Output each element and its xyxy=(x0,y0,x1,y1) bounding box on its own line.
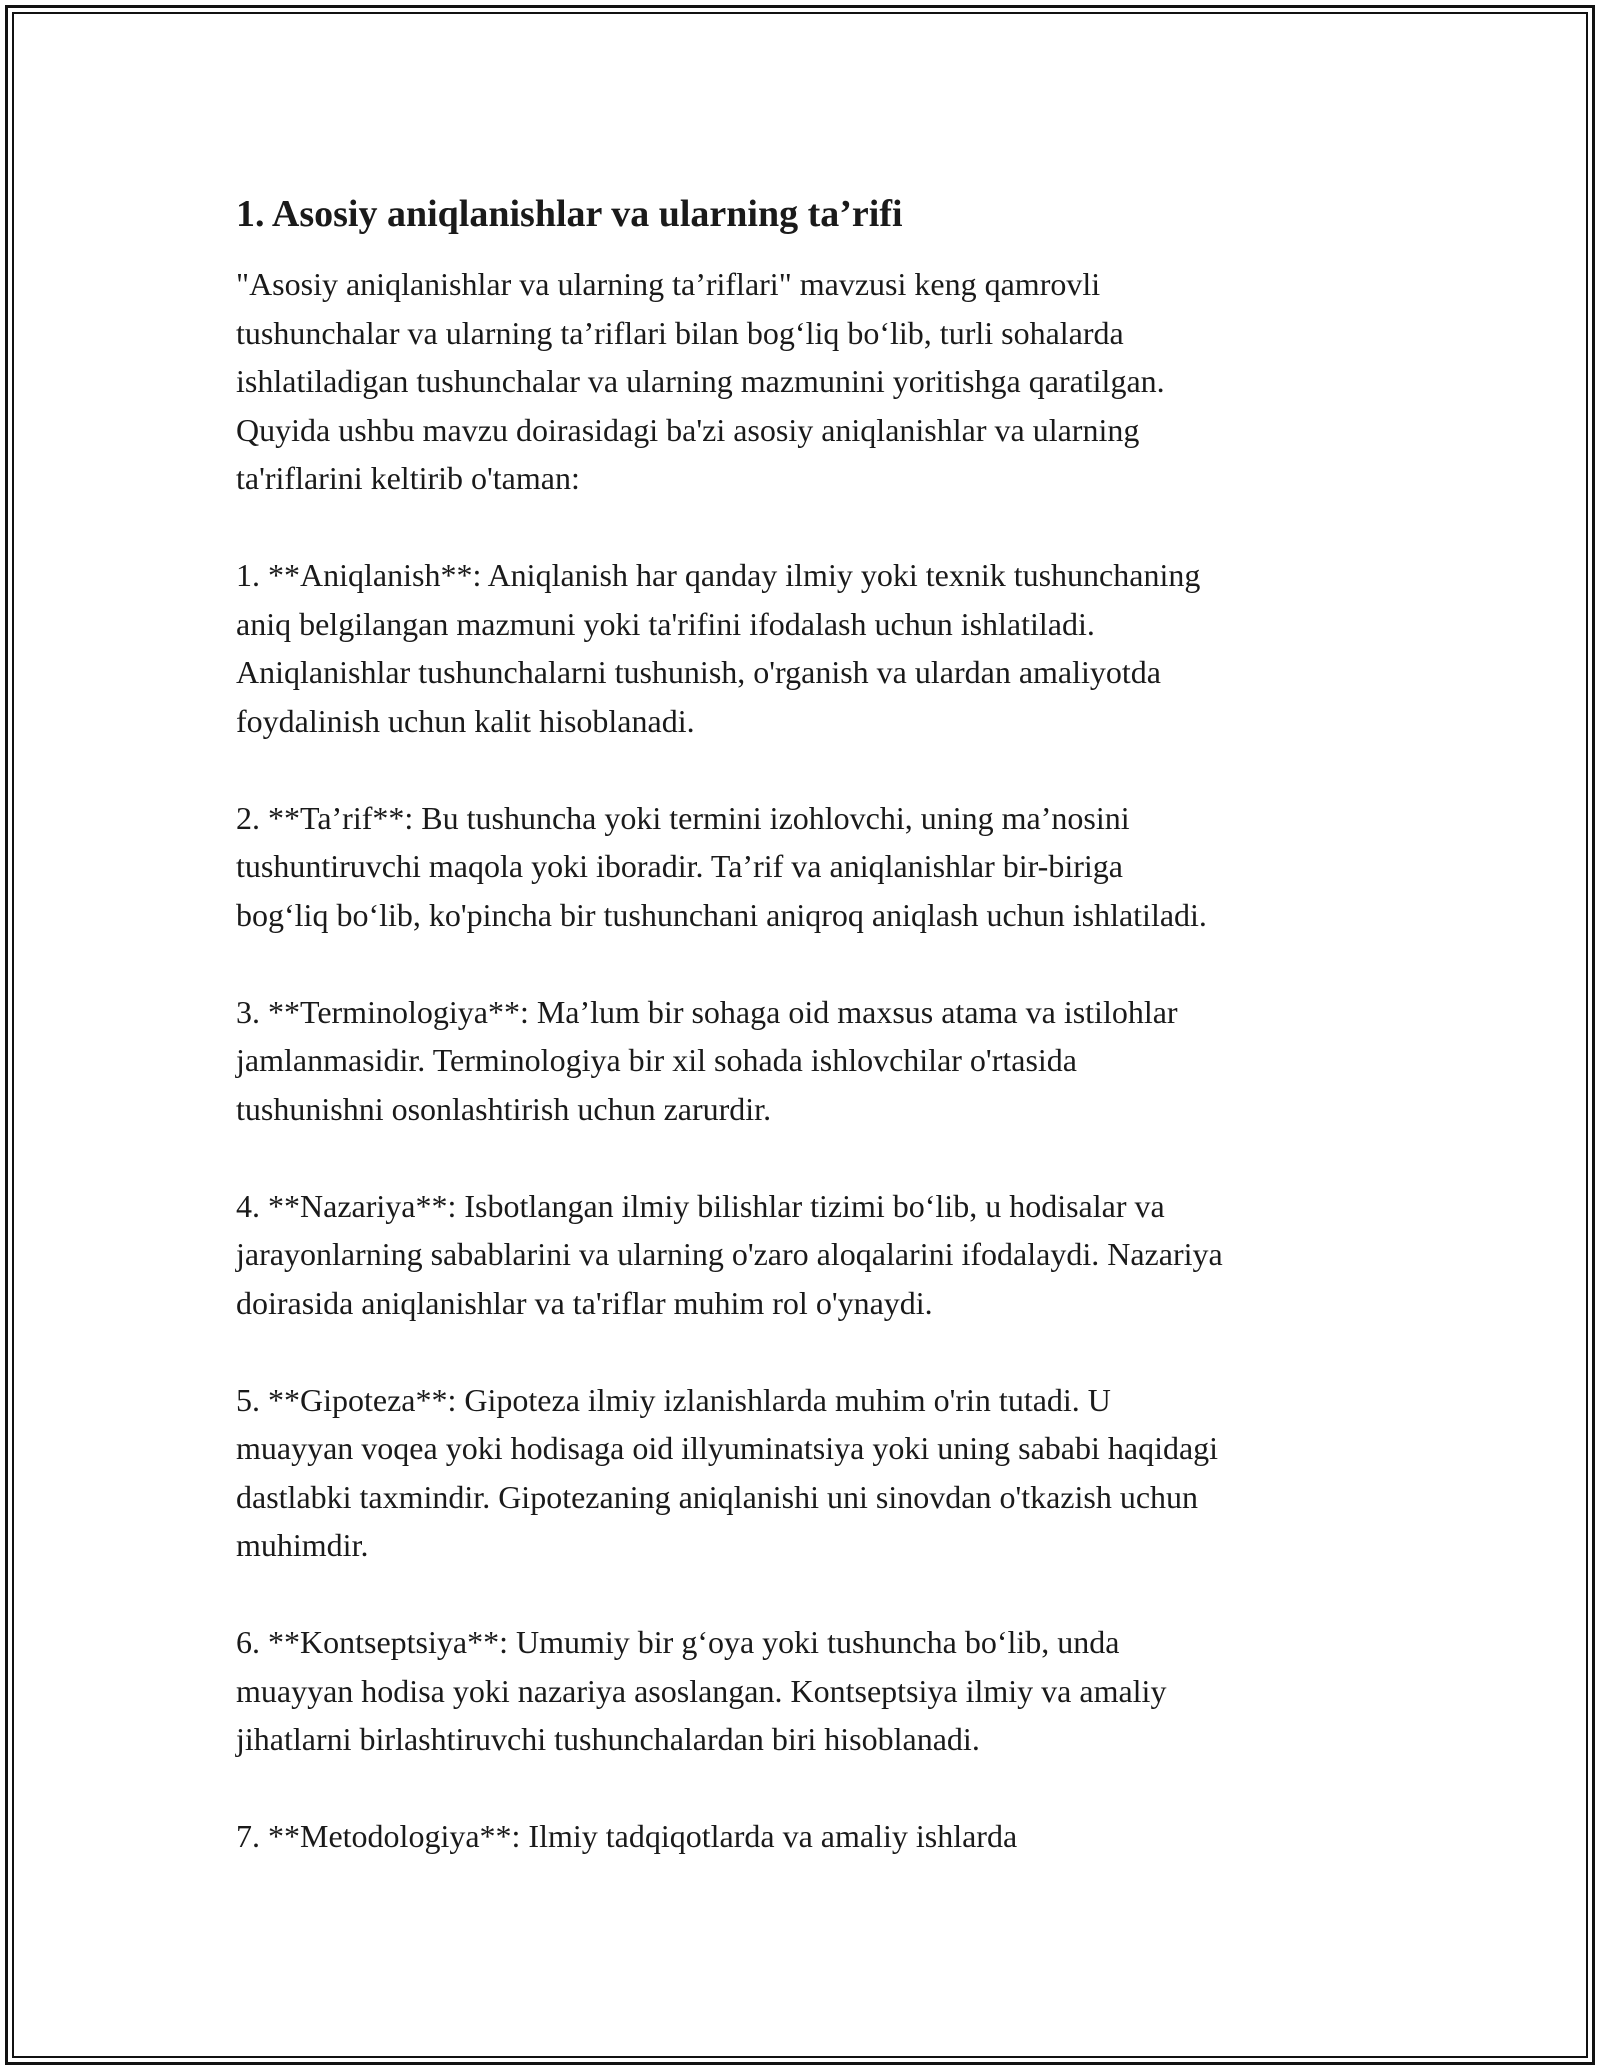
section-heading: 1. Asosiy aniqlanishlar va ularning ta’rifi xyxy=(236,193,903,235)
intro-paragraph: "Asosiy aniqlanishlar va ularning ta’riflari" mavzusi keng qamrovli tushunchalar va ularning ta’riflari bilan bog‘liq bo‘lib, turli sohalarda ishlatiladigan tushunchalar va ularning mazmunini yoritishga qaratilgan. Quyida ushbu mavzu doirasidagi ba'zi asosiy aniqlanishlar va ularning ta'riflarini keltirib o'taman: xyxy=(236,266,1165,496)
definition-metodologiya: 7. **Metodologiya**: Ilmiy tadqiqotlarda va amaliy ishlarda xyxy=(236,1818,1018,1854)
definition-aniqlanish: 1. **Aniqlanish**: Aniqlanish har qanday ilmiy yoki texnik tushunchaning aniq belgilangan mazmuni yoki ta'rifini ifodalash uchun ishlatiladi. Aniqlanishlar tushunchalarni tushunish, o'rganish va ulardan amaliyotda foydalinish uchun kalit hisoblanadi. xyxy=(236,557,1201,739)
definition-kontseptsiya: 6. **Kontseptsiya**: Umumiy bir g‘oya yoki tushuncha bo‘lib, unda muayyan hodisa yoki nazariya asoslangan. Kontseptsiya ilmiy va amaliy jihatlarni birlashtiruvchi tushunchalardan biri hisoblanadi. xyxy=(236,1624,1167,1757)
definition-tarif: 2. **Ta’rif**: Bu tushuncha yoki termini izohlovchi, uning ma’nosini tushuntiruvchi maqola yoki iboradir. Ta’rif va aniqlanishlar bir-biriga bog‘liq bo‘lib, ko'pincha bir tushunchani aniqroq aniqlash uchun ishlatiladi. xyxy=(236,799,1207,933)
definition-gipoteza: 5. **Gipoteza**: Gipoteza ilmiy izlanishlarda muhim o'rin tutadi. U muayyan voqea yoki hodisaga oid illyuminatsiya yoki uning sababi haqidagi dastlabki taxmindir. Gipotezaning aniqlanishi uni sinovdan o'tkazish uchun muhimdir. xyxy=(236,1381,1219,1563)
document-body xyxy=(236,190,1386,1861)
definition-terminologiya: 3. **Terminologiya**: Ma’lum bir sohaga oid maxsus atama va istilohlar jamlanmasidir. Terminologiya bir xil sohada ishlovchilar o'rtasida tushunishni osonlashtirish uchun zarurdir. xyxy=(236,993,1178,1127)
definition-nazariya: 4. **Nazariya**: Isbotlangan ilmiy bilishlar tizimi bo‘lib, u hodisalar va jarayonlarning sabablarini va ularning o'zaro aloqalarini ifodalaydi. Nazariya doirasida aniqlanishlar va ta'riflar muhim rol o'ynaydi. xyxy=(236,1187,1223,1321)
